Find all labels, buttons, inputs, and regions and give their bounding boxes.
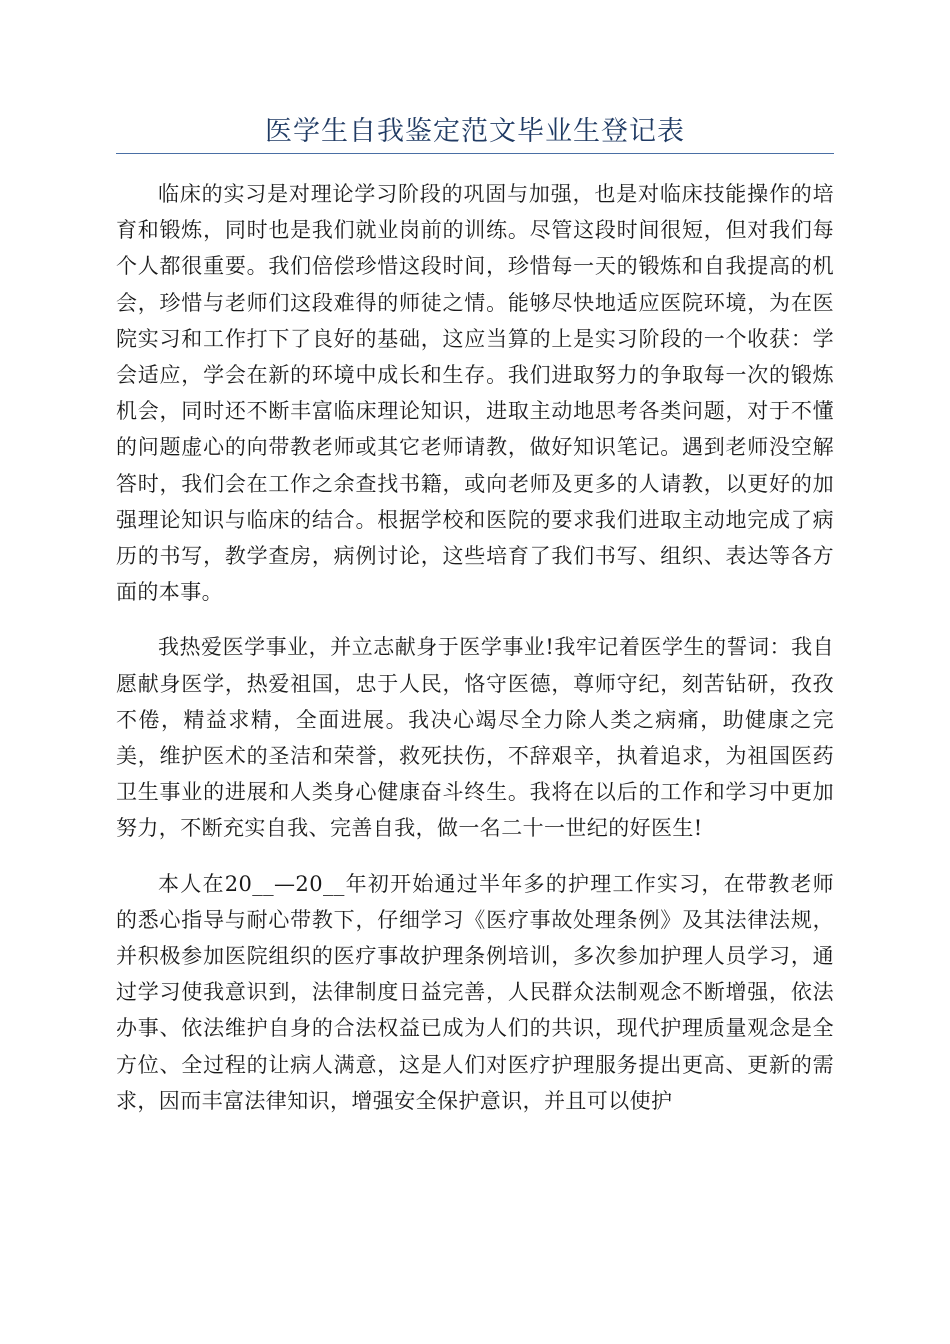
document-body	[116, 176, 834, 1138]
document-title: 医学生自我鉴定范文毕业生登记表	[265, 116, 685, 147]
paragraph-nursing-practice: 本人在20__—20__年初开始通过半年多的护理工作实习，在带教老师的悉心指导与耐心带教下，仔细学习《医疗事故处理条例》及其法律法规，并积极参加医院组织的医疗事故护理条例培训，多次参加护理人员学习，通过学习使我意识到，法律制度日益完善，人民群众法制观念不断增强，依法办事、依法维护自身的合法权益已成为人们的共识，现代护理质量观念是全方位、全过程的让病人满意，这是人们对医疗护理服务提出更高、更新的需求，因而丰富法律知识，增强安全保护意识，并且可以使护	[116, 871, 834, 1113]
title-underline	[116, 153, 834, 154]
paragraph-oath: 我热爱医学事业，并立志献身于医学事业!我牢记着医学生的誓词：我自愿献身医学，热爱祖国，忠于人民，恪守医德，尊师守纪，刻苦钻研，孜孜不倦，精益求精，全面进展。我决心竭尽全力除人类之病痛，助健康之完美，维护医术的圣洁和荣誉，救死扶伤，不辞艰辛，执着追求，为祖国医药卫生事业的进展和人类身心健康奋斗终生。我将在以后的工作和学习中更加努力，不断充实自我、完善自我，做一名二十一世纪的好医生!	[116, 635, 834, 841]
paragraph-internship: 临床的实习是对理论学习阶段的巩固与加强，也是对临床技能操作的培育和锻炼，同时也是我们就业岗前的训练。尽管这段时间很短，但对我们每个人都很重要。我们倍偿珍惜这段时间，珍惜每一天的锻炼和自我提高的机会，珍惜与老师们这段难得的师徒之情。能够尽快地适应医院环境，为在医院实习和工作打下了良好的基础，这应当算的上是实习阶段的一个收获：学会适应，学会在新的环境中成长和生存。我们进取努力的争取每一次的锻炼机会，同时还不断丰富临床理论知识，进取主动地思考各类问题，对于不懂的问题虚心的向带教老师或其它老师请教，做好知识笔记。遇到老师没空解答时，我们会在工作之余查找书籍，或向老师及更多的人请教，以更好的加强理论知识与临床的结合。根据学校和医院的要求我们进取主动地完成了病历的书写，教学查房，病例讨论，这些培育了我们书写、组织、表达等各方面的本事。	[116, 182, 834, 605]
